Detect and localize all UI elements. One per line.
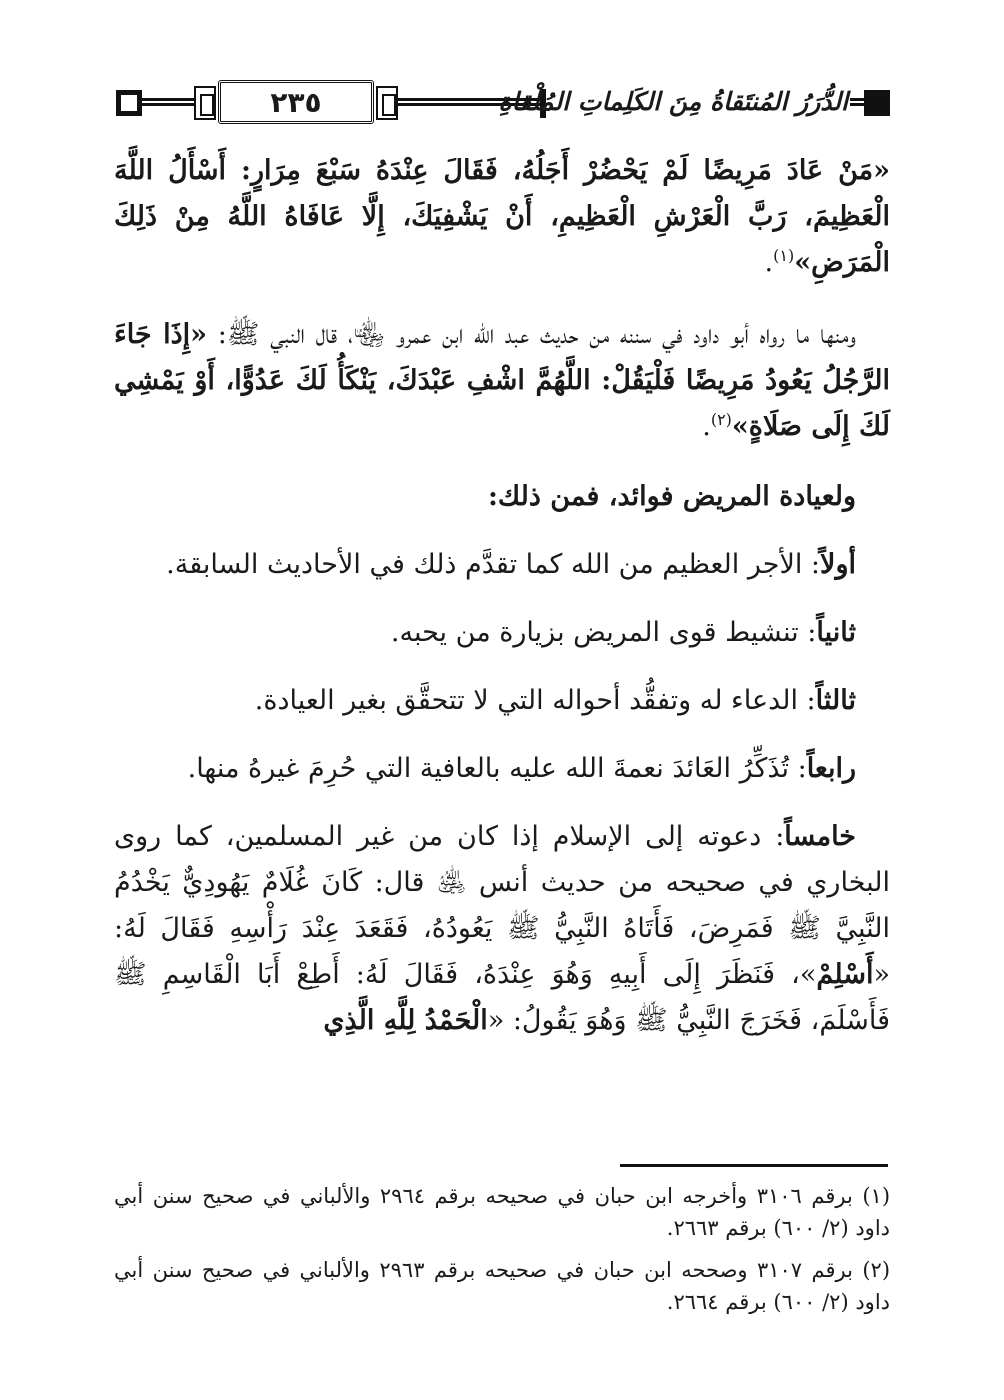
benefit-label: أولاً	[820, 549, 856, 580]
footnote-2	[114, 1254, 890, 1318]
footnote-number: (٢)	[862, 1258, 891, 1282]
footnote-ref-2: (٢)	[710, 410, 732, 429]
benefit-label: ثالثاً	[815, 685, 856, 716]
benefit-text-continued: »، فَنَظَرَ إِلَى أَبِيهِ وَهُوَ عِنْدَهُ، فَقَالَ لَهُ: أَطِعْ أَبَا الْقَاسِمِ ﷺ فَأَسْلَمَ، فَخَرَجَ النَّبِيُّ ﷺ وَهُوَ يَقُولُ: «	[114, 959, 890, 1036]
benefit-text: : تُذَكِّرُ العَائدَ نعمةَ الله عليه بالعافية التي حُرِمَ غيرهُ منها.	[187, 753, 807, 784]
ornament-rule	[142, 98, 194, 106]
benefit-label: خامساً	[784, 821, 856, 852]
page-body	[114, 148, 890, 1044]
benefit-text: : دعوته إلى الإسلام إذا كان من غير المسلمين، كما روى البخاري في صحيحه من حديث أنس ﵁ قال: كَانَ غُلَامٌ يَهُودِيٌّ يَخْدُمُ النَّبِيَّ ﷺ فَمَرِضَ، فَأَتَاهُ النَّبِيُّ ﷺ يَعُودُهُ، فَقَعَدَ عِنْدَ رَأْسِهِ فَقَالَ لَهُ: «	[114, 821, 890, 990]
footnote-1	[114, 1180, 890, 1244]
page-number: ٢٣٥	[218, 80, 374, 124]
benefits-heading: ولعيادة المريض فوائد، فمن ذلك:	[487, 481, 856, 512]
hadith-text: «مَنْ عَادَ مَرِيضًا لَمْ يَحْضُرْ أَجَلُهُ، فَقَالَ عِنْدَهُ سَبْعَ مِرَارٍ: أَسْأَلُ اللَّهَ الْعَظِيمَ، رَبَّ الْعَرْشِ الْعَظِيمِ، أَنْ يَشْفِيَكَ، إِلَّا عَافَاهُ اللَّهُ مِنْ ذَلِكَ الْمَرَضِ»	[114, 155, 890, 278]
benefit-text: : الدعاء له وتفقُّد أحواله التي لا تتحقَّق بغير العيادة.	[254, 685, 816, 716]
benefit-item-4	[114, 746, 890, 792]
ornament-square-filled	[864, 90, 890, 116]
narration-intro: ومنها ما رواه أبو داود في سننه من حديث عبد الله ابن عمرو ﵄، قال النبي ﷺ:	[207, 319, 856, 350]
hadith-paragraph-2	[114, 312, 890, 450]
benefit-item-3	[114, 678, 890, 724]
benefit-text: : تنشيط قوى المريض بزيارة من يحبه.	[390, 617, 817, 648]
hadith-bold-word: أَسْلِمْ	[816, 959, 874, 990]
page-header	[110, 76, 894, 132]
benefit-label: ثانياً	[816, 617, 856, 648]
footnote-text: برقم ٣١٠٦ وأخرجه ابن حبان في صحيحه برقم ٢٩٦٤ والألباني في صحيح سنن أبي داود (٢/ ٦٠٠) برقم ٢٦٦٣.	[114, 1184, 890, 1240]
sentence-end: .	[764, 247, 774, 278]
benefit-label: رابعاً	[806, 753, 856, 784]
benefit-item-2	[114, 610, 890, 656]
benefit-item-5	[114, 814, 890, 1044]
footnote-number: (١)	[862, 1184, 891, 1208]
hadith-bold-ending: الْحَمْدُ لِلَّهِ الَّذِي	[323, 1005, 488, 1036]
benefit-item-1	[114, 542, 890, 588]
hadith-quote: «إِذَا جَاءَ الرَّجُلُ يَعُودُ مَرِيضًا فَلْيَقُلْ: اللَّهُمَّ اشْفِ عَبْدَكَ، يَنْكَأُ لَكَ عَدُوًّا، أَوْ يَمْشِي لَكَ إِلَى صَلَاةٍ»	[114, 319, 890, 442]
hadith-paragraph-1	[114, 148, 890, 286]
sentence-end: .	[702, 411, 711, 442]
footnote-separator	[620, 1164, 888, 1167]
footnote-text: برقم ٣١٠٧ وصححه ابن حبان في صحيحه برقم ٢٩٦٣ والألباني في صحيح سنن أبي داود (٢/ ٦٠٠) برقم ٢٦٦٤.	[114, 1258, 890, 1314]
book-title: الدُّرَرُ المُنتَقاةُ مِنَ الكَلِماتِ المُلْقاةِ	[498, 87, 848, 116]
footnotes	[114, 1180, 890, 1318]
benefit-text: : الأجر العظيم من الله كما تقدَّم ذلك في الأحاديث السابقة.	[166, 549, 821, 580]
ornament-square-outline	[116, 90, 142, 116]
ornament-knot-icon	[194, 86, 216, 120]
footnote-ref-1: (١)	[773, 246, 795, 265]
ornament-knot-icon	[376, 86, 398, 120]
